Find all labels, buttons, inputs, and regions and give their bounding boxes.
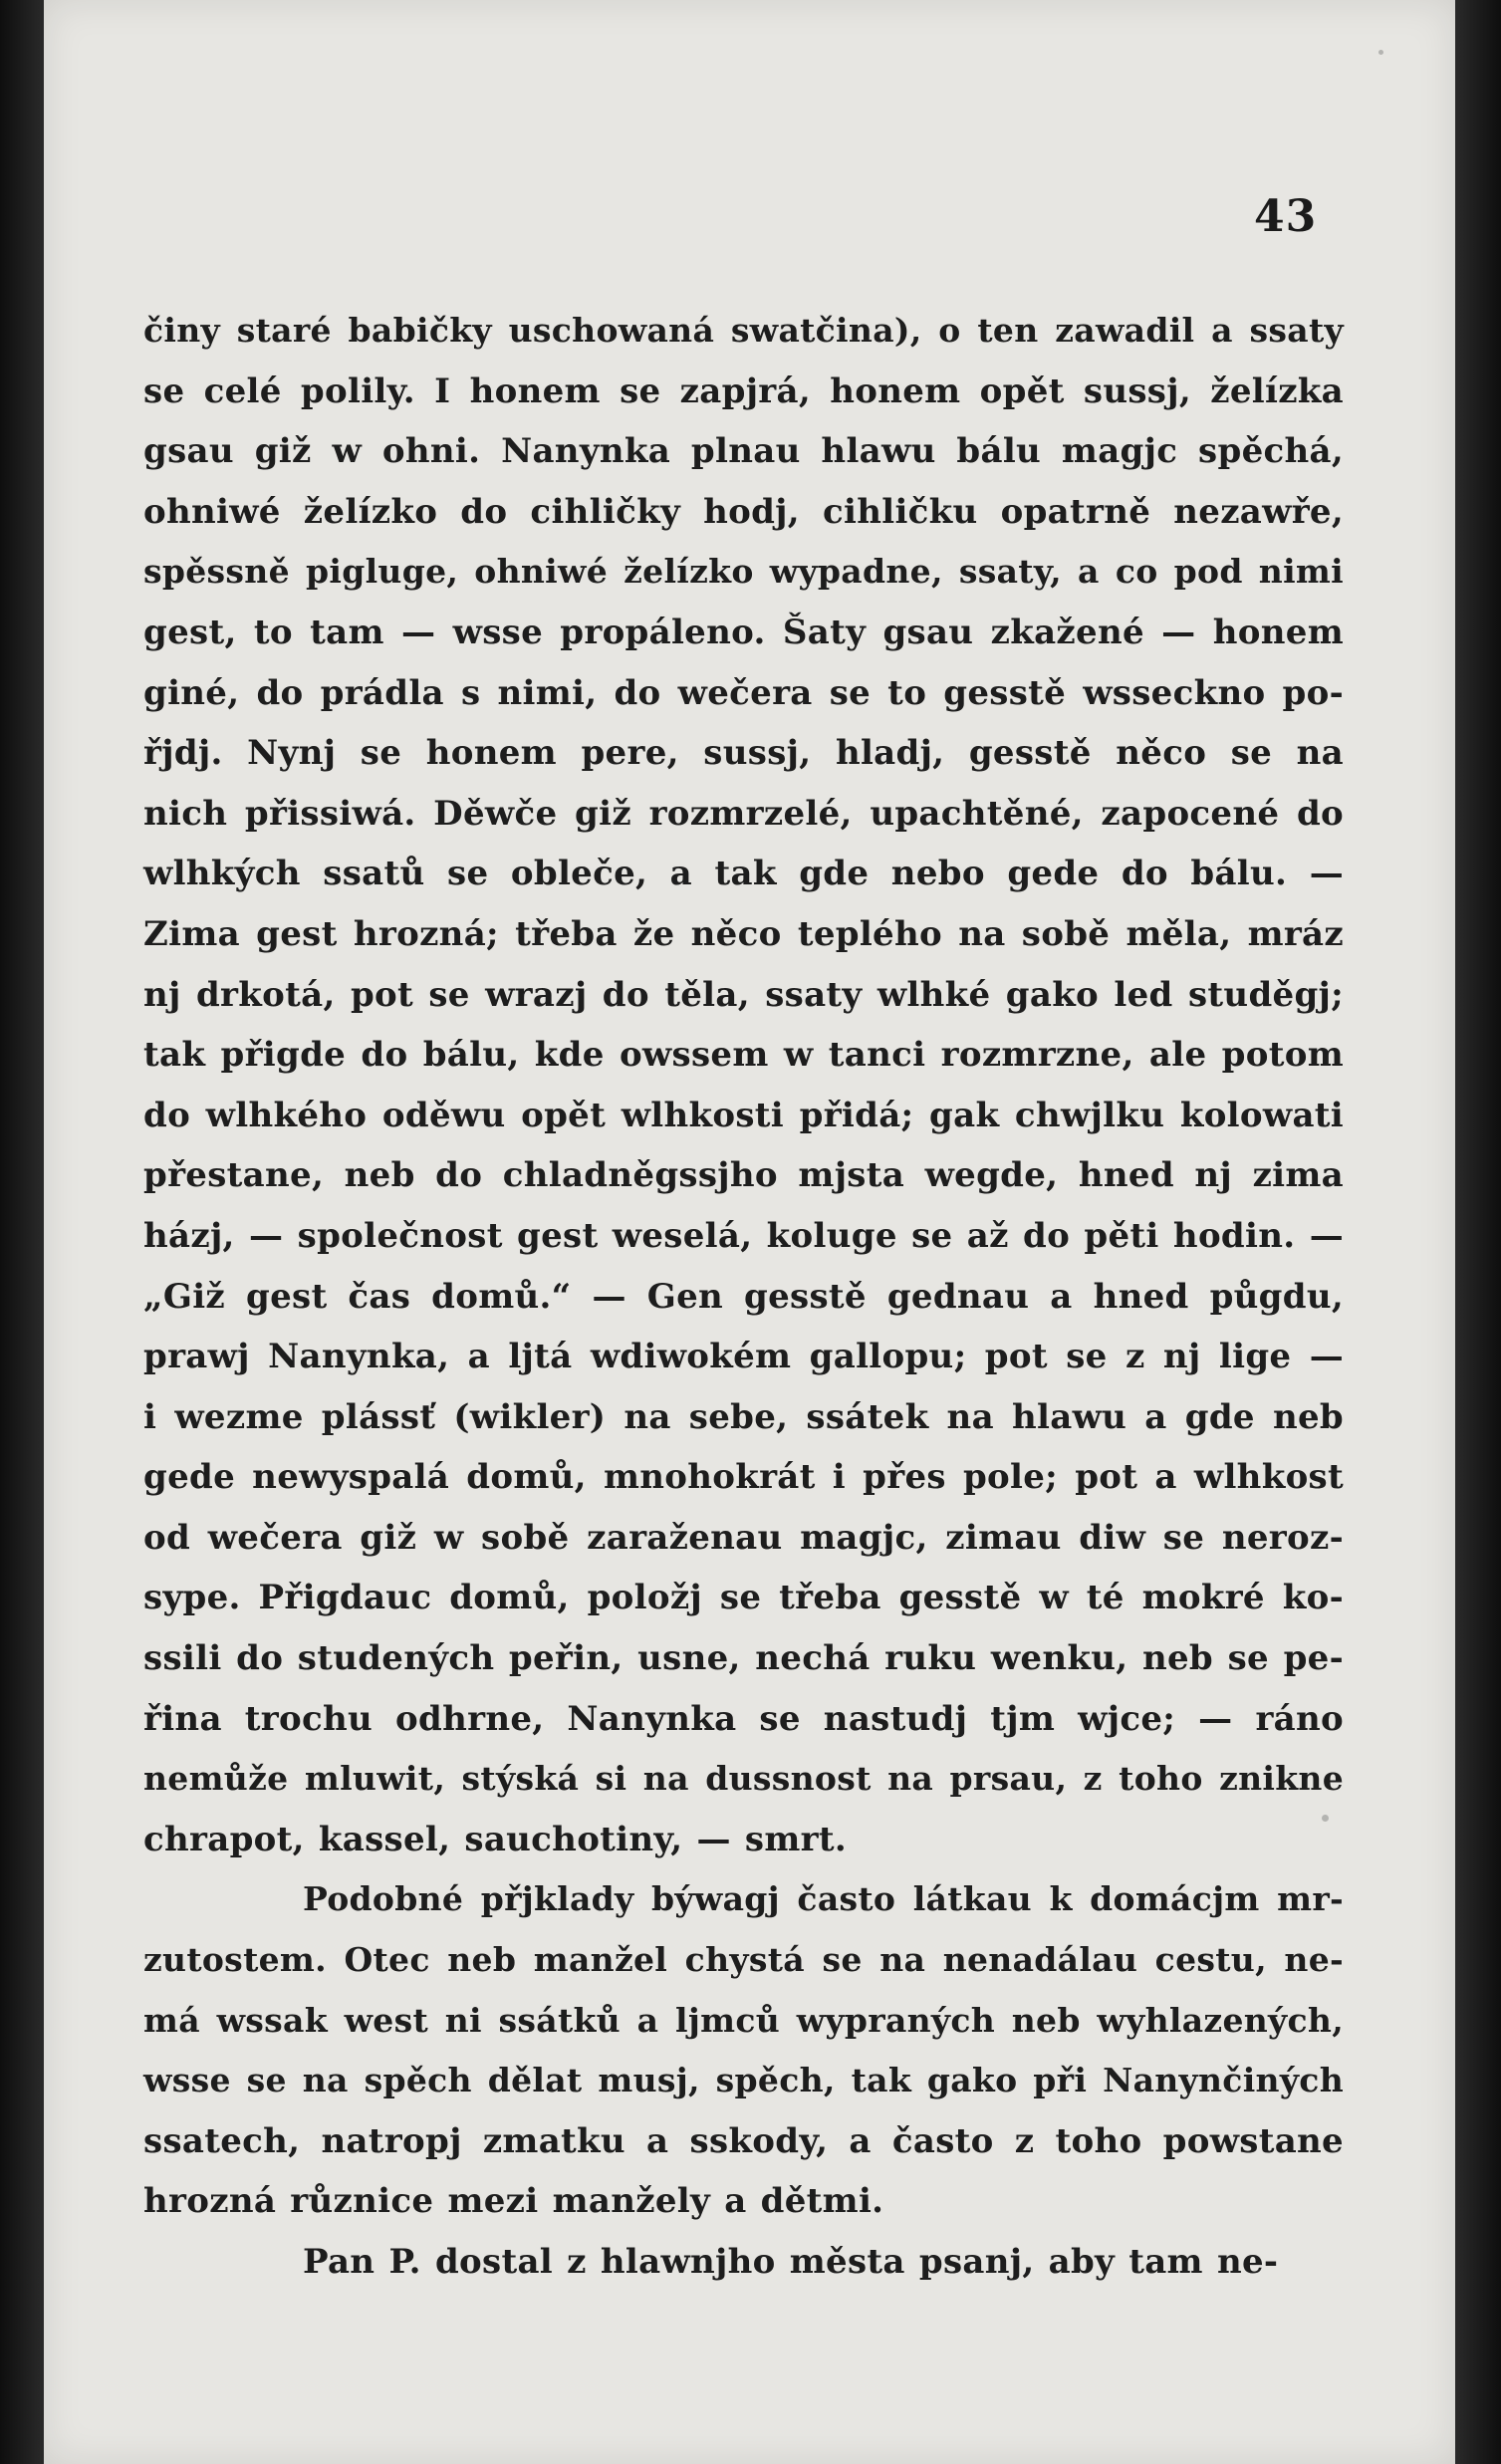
text-line: činy staré babičky uschowaná swatčina), o ten zawadil a ssaty bbox=[143, 311, 1344, 350]
text-line: přestane, neb do chladněgssjho mjsta wegde, hned nj zima bbox=[143, 1155, 1344, 1196]
text-line: spěssně pigluge, ohniwé želízko wypadne, ssaty, a co pod nimi bbox=[143, 552, 1344, 592]
ink-speck bbox=[1322, 1815, 1329, 1822]
text-line: gede newyspalá domů, mnohokrát i přes pole; pot a wlhkost bbox=[143, 1457, 1344, 1498]
text-line: giné, do prádla s nimi, do wečera se to gesstě wsseckno po- bbox=[143, 672, 1344, 713]
ink-speck bbox=[1378, 50, 1383, 55]
text-line: nich přissiwá. Děwče giž rozmrzelé, upachtěné, zapocené do bbox=[143, 793, 1344, 834]
text-line: řina trochu odhrne, Nanynka se nastudj tjm wjce; — ráno bbox=[143, 1698, 1344, 1739]
text-line: nj drkotá, pot se wrazj do těla, ssaty wlhké gako led studěgj; bbox=[143, 974, 1344, 1015]
text-line: „Giž gest čas domů.“ — Gen gesstě gednau a hned půgdu, bbox=[143, 1276, 1344, 1317]
text-line: Pan P. dostal z hlawnjho města psanj, aby tam ne- bbox=[303, 2242, 1279, 2282]
text-line: Zima gest hrozná; třeba že něco teplého na sobě měla, mráz bbox=[143, 913, 1344, 954]
scan-right-edge bbox=[1455, 0, 1501, 2464]
text-line: do wlhkého oděwu opět wlhkosti přidá; gak chwjlku kolowati bbox=[143, 1095, 1344, 1135]
scan-left-edge bbox=[0, 0, 44, 2464]
text-line: tak přigde do bálu, kde owssem w tanci rozmrzne, ale potom bbox=[143, 1035, 1344, 1076]
book-page bbox=[44, 0, 1455, 2464]
text-line: se celé polily. I honem se zapjrá, honem opět sussj, želízka bbox=[143, 370, 1344, 411]
text-line: ssatech, natropj zmatku a sskody, a často z toho powstane bbox=[143, 2120, 1344, 2161]
text-line: má wssak west ni ssátků a ljmců wypraných neb wyhlazených, bbox=[143, 2000, 1344, 2040]
text-line: ohniwé želízko do cihličky hodj, cihličku opatrně nezawře, bbox=[143, 491, 1344, 532]
text-line: wlhkých ssatů se oblečе, a tak gde nebo gede do bálu. — bbox=[143, 854, 1344, 894]
text-line: nemůže mluwit, stýská si na dussnost na prsau, z toho znikne bbox=[143, 1759, 1344, 1799]
text-line: Podobné přjklady býwagj často látkau k domácjm mr- bbox=[303, 1879, 1344, 1919]
text-line: hrozná různice mezi manžely a dětmi. bbox=[143, 2181, 884, 2222]
text-line: od wečera giž w sobě zaraženau magjc, zimau diw se neroz- bbox=[143, 1517, 1344, 1558]
text-line: gest, to tam — wsse propáleno. Šaty gsau zkažené — honem bbox=[143, 612, 1344, 652]
page-number: 43 bbox=[1254, 191, 1318, 242]
text-line: chrapot, kassel, sauchotiny, — smrt. bbox=[143, 1819, 848, 1859]
text-line: i wezme plássť (wikler) na sebe, ssátek na hlawu a gde neb bbox=[143, 1396, 1344, 1437]
text-line: prawj Nanynka, a ljtá wdiwokém gallopu; pot se z nj lige — bbox=[143, 1337, 1344, 1377]
text-line: wsse se na spěch dělat musj, spěch, tak gako při Nanynčiných bbox=[143, 2061, 1344, 2100]
page-text bbox=[143, 301, 1344, 2293]
text-line: házj, — společnost gest weselá, koluge se až do pěti hodin. — bbox=[143, 1215, 1344, 1256]
text-line: řjdj. Nynj se honem pere, sussj, hladj, gesstě něco se na bbox=[143, 733, 1344, 774]
text-line: gsau giž w ohni. Nanynka plnau hlawu bálu magjc spěchá, bbox=[143, 431, 1344, 472]
text-line: ssili do studených peřin, usne, nechá ruku wenku, neb se pe- bbox=[143, 1638, 1344, 1679]
text-line: zutostem. Otec neb manžel chystá se na nenadálau cestu, ne- bbox=[143, 1940, 1344, 1980]
text-line: sype. Přigdauc domů, položj se třeba gesstě w té mokré ko- bbox=[143, 1578, 1344, 1618]
